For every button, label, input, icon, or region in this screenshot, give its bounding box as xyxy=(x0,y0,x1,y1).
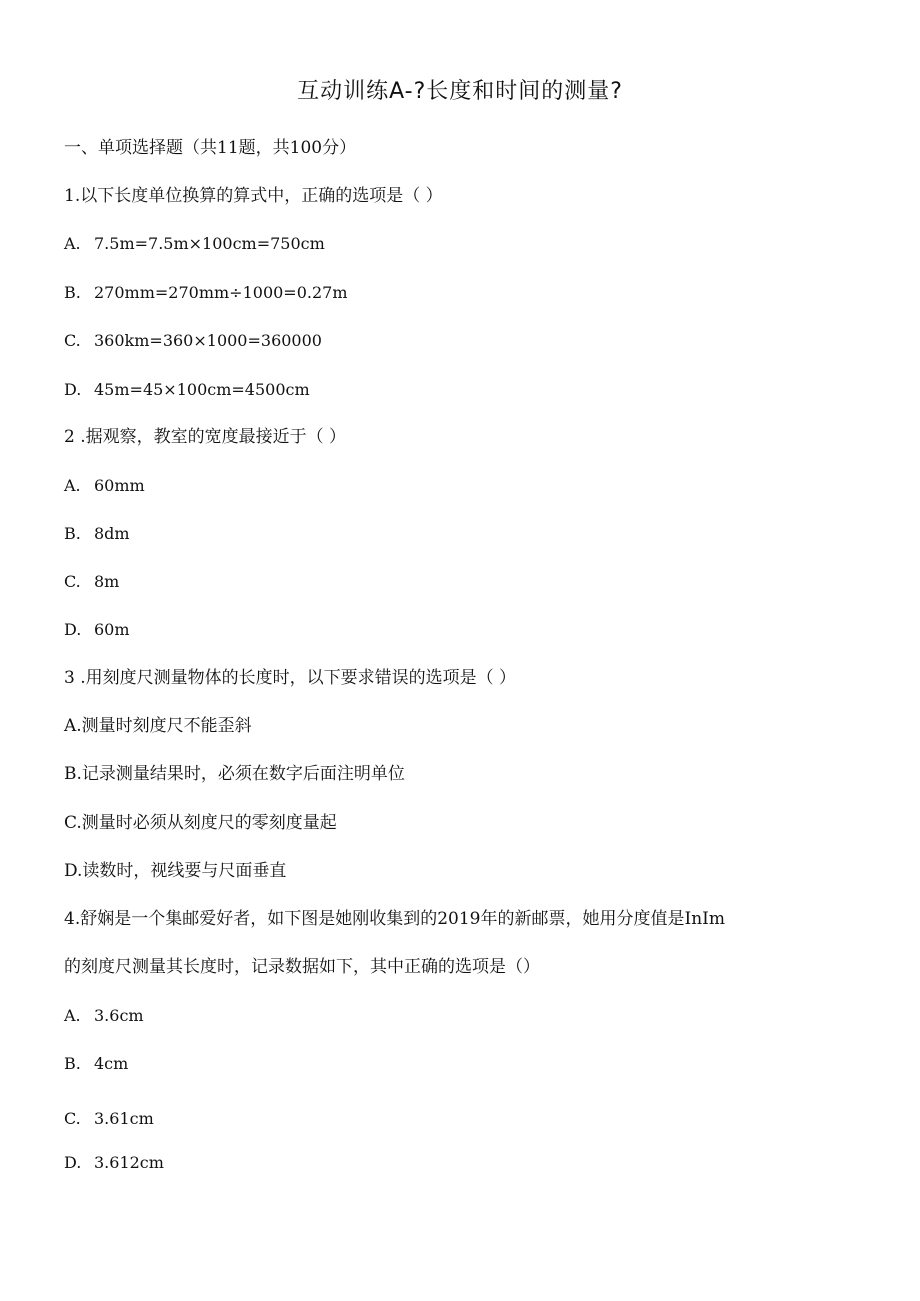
option-key: A. xyxy=(64,234,81,253)
option-text: 270mm=270mm÷1000=0.27m xyxy=(94,283,348,302)
option-key: B. xyxy=(64,283,81,302)
question-1-stem: 1.以下长度单位换算的算式中，正确的选项是（ ） xyxy=(64,186,443,206)
option-key: D. xyxy=(64,1153,82,1172)
question-2-option-d xyxy=(64,618,130,642)
question-4-option-b xyxy=(64,1052,128,1076)
option-key: A. xyxy=(64,1006,81,1025)
option-text: 8dm xyxy=(94,524,130,543)
page-title: 互动训练A-?长度和时间的测量? xyxy=(297,79,623,104)
option-key: D. xyxy=(64,380,82,399)
option-key: C. xyxy=(64,1109,81,1128)
question-4-stem-continued: 的刻度尺测量其长度时，记录数据如下，其中正确的选项是（） xyxy=(64,957,540,977)
question-1-option-b xyxy=(64,281,348,305)
option-text: 7.5m=7.5m×100cm=750cm xyxy=(94,234,325,253)
question-2-option-a xyxy=(64,474,145,498)
question-4-stem: 4.舒娴是一个集邮爱好者，如下图是她刚收集到的2019年的新邮票，她用分度值是InIm xyxy=(64,909,725,929)
option-key: C. xyxy=(64,331,81,350)
question-4-option-a xyxy=(64,1004,144,1028)
question-2-option-b xyxy=(64,522,130,546)
question-3-stem: 3 .用刻度尺测量物体的长度时，以下要求错误的选项是（ ） xyxy=(64,668,517,688)
question-2-option-c xyxy=(64,570,119,594)
option-text: 45m=45×100cm=4500cm xyxy=(94,380,310,399)
option-text: 4cm xyxy=(94,1054,129,1073)
question-1-option-c xyxy=(64,329,322,353)
option-key: B. xyxy=(64,524,81,543)
option-text: 3.612cm xyxy=(94,1153,164,1172)
question-3-option-c: C.测量时必须从刻度尺的零刻度量起 xyxy=(64,813,337,833)
option-text: 360km=360×1000=360000 xyxy=(94,331,322,350)
option-text: 3.61cm xyxy=(94,1109,154,1128)
option-key: D. xyxy=(64,620,82,639)
question-4-option-d xyxy=(64,1151,164,1175)
option-key: B. xyxy=(64,1054,81,1073)
question-3-option-b: B.记录测量结果时，必须在数字后面注明单位 xyxy=(64,764,405,784)
question-3-option-d: D.读数时，视线要与尺面垂直 xyxy=(64,861,287,881)
option-text: 60m xyxy=(94,620,130,639)
question-2-stem: 2 .据观察，教室的宽度最接近于（ ） xyxy=(64,427,347,447)
question-3-option-a: A.测量时刻度尺不能歪斜 xyxy=(64,716,252,736)
option-key: A. xyxy=(64,476,81,495)
option-text: 3.6cm xyxy=(94,1006,144,1025)
question-4-option-c xyxy=(64,1107,154,1131)
question-1-option-a xyxy=(64,232,325,256)
option-text: 8m xyxy=(94,572,120,591)
option-key: C. xyxy=(64,572,81,591)
question-1-option-d xyxy=(64,378,310,402)
section-heading: 一、单项选择题（共11题，共100分） xyxy=(64,138,357,158)
option-text: 60mm xyxy=(94,476,145,495)
